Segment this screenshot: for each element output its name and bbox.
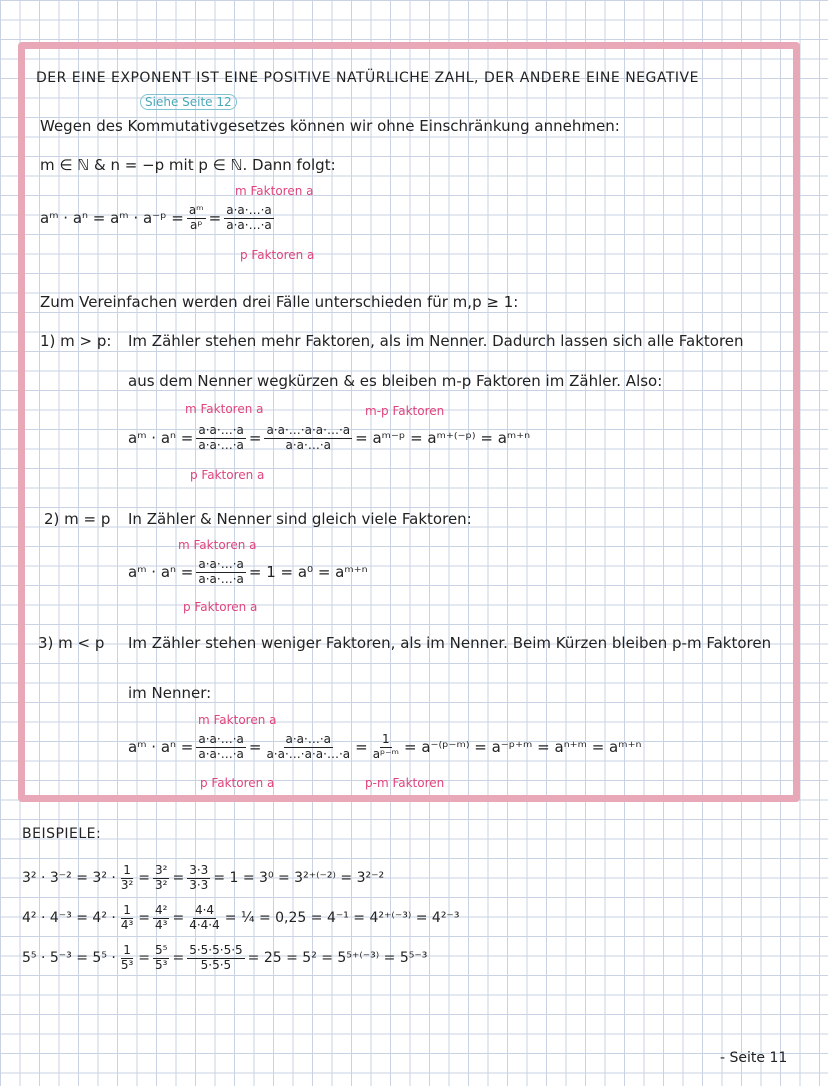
case3-label-m-factors: m Faktoren a: [198, 713, 277, 727]
intro-text: Wegen des Kommutativgesetzes können wir ohne Einschränkung annehmen:: [40, 117, 620, 135]
case2-equation: [128, 558, 371, 587]
reference-note: Siehe Seite 12: [140, 95, 237, 109]
example-2: 4² · 4⁻³ = 4² · $\frac{1}{\text{4³}}$ = $\frac{\text{4²}}{\text{4³}}$ = $\frac{4\cdot 4}{4\cdot 4\cdot 4}$ = ¼ = 0,25 = 4⁻¹ = 4²⁺⁽⁻³⁾ = 4²⁻³: [22, 903, 460, 932]
case2-label-m-factors: m Faktoren a: [178, 538, 257, 552]
case1-lhs: aᵐ · aⁿ =: [128, 429, 194, 448]
case3-text-line1: Im Zähler stehen weniger Faktoren, als im Nenner. Beim Kürzen bleiben p-m Faktoren: [128, 634, 772, 652]
case2-lhs: aᵐ · aⁿ =: [128, 563, 194, 582]
main-equation: [40, 204, 277, 233]
case3-rhs: = a⁻⁽ᵖ⁻ᵐ⁾ = a⁻ᵖ⁺ᵐ = aⁿ⁺ᵐ = aᵐ⁺ⁿ: [404, 738, 642, 757]
page-number: - Seite 11: [720, 1050, 788, 1066]
label-m-factors: m Faktoren a: [235, 184, 314, 198]
case3-fraction-3: $\frac{1}{\text{aᵖ⁻ᵐ}}$: [372, 732, 399, 761]
case3-lhs: aᵐ · aⁿ =: [128, 738, 194, 757]
example-3-fraction-1: $\frac{1}{\text{5³}}$: [120, 943, 134, 972]
cases-intro: Zum Vereinfachen werden drei Fälle unterschieden für m,p ≥ 1:: [40, 293, 519, 311]
example-3-lhs: 5⁵ · 5⁻³ = 5⁵ ·: [22, 949, 116, 966]
example-1-rhs: = 1 = 3⁰ = 3²⁺⁽⁻²⁾ = 3²⁻²: [213, 869, 385, 886]
case1-text-line2: aus dem Nenner wegkürzen & es bleiben m-p Faktoren im Zähler. Also:: [128, 372, 663, 390]
case3-label: 3) m < p: [38, 634, 105, 652]
main-eq-lhs: aᵐ · aⁿ = aᵐ · a⁻ᵖ =: [40, 209, 184, 228]
case1-fraction-1: $\frac{a\cdot a\cdot\dots\cdot a}{a\cdot a\cdot\dots\cdot a}$: [198, 423, 244, 452]
example-2-fraction-3: $\frac{4\cdot 4}{4\cdot 4\cdot 4}$: [189, 903, 220, 932]
case2-fraction: $\frac{a\cdot a\cdot\dots\cdot a}{a\cdot a\cdot\dots\cdot a}$: [198, 557, 244, 586]
assumption-text: m ∈ ℕ & n = −p mit p ∈ ℕ. Dann folgt:: [40, 156, 336, 174]
example-2-fraction-2: $\frac{\text{4²}}{\text{4³}}$: [155, 903, 168, 932]
example-2-rhs: = ¼ = 0,25 = 4⁻¹ = 4²⁺⁽⁻³⁾ = 4²⁻³: [224, 909, 460, 926]
case3-fraction-1: $\frac{a\cdot a\cdot\dots\cdot a}{a\cdot a\cdot\dots\cdot a}$: [198, 732, 244, 761]
case1-fraction-2: $\frac{a\cdot a\cdot\dots\cdot a\cdot a\cdot\dots\cdot a}{a\cdot a\cdot\dots\cdot a}$: [266, 423, 351, 452]
case1-label: 1) m > p:: [40, 332, 112, 350]
label-p-factors: p Faktoren a: [240, 248, 315, 262]
main-eq-fraction-2: $\frac{a\cdot a\cdot\dots\cdot a}{a\cdot a\cdot\dots\cdot a}$: [226, 203, 272, 232]
case1-rhs: = aᵐ⁻ᵖ = aᵐ⁺⁽⁻ᵖ⁾ = aᵐ⁺ⁿ: [355, 429, 531, 448]
case1-text-line1: Im Zähler stehen mehr Faktoren, als im Nenner. Dadurch lassen sich alle Faktoren: [128, 332, 744, 350]
example-1-lhs: 3² · 3⁻² = 3² ·: [22, 869, 116, 886]
examples-title: BEISPIELE:: [22, 826, 102, 842]
case2-text: In Zähler & Nenner sind gleich viele Faktoren:: [128, 510, 472, 528]
example-1-fraction-1: $\frac{1}{\text{3²}}$: [120, 863, 134, 892]
case2-rhs: = 1 = a⁰ = aᵐ⁺ⁿ: [248, 563, 368, 582]
example-2-fraction-1: $\frac{1}{\text{4³}}$: [120, 903, 134, 932]
example-3-fraction-2: $\frac{\text{5⁵}}{\text{5³}}$: [155, 943, 168, 972]
case1-label-mp-factors: m-p Faktoren: [365, 404, 445, 418]
case3-label-pm-factors: p-m Faktoren: [365, 776, 445, 790]
case3-text-line2: im Nenner:: [128, 684, 212, 702]
case1-label-m-factors: m Faktoren a: [185, 402, 264, 416]
example-3-rhs: = 25 = 5² = 5⁵⁺⁽⁻³⁾ = 5⁵⁻³: [247, 949, 428, 966]
case1-equation: [128, 424, 533, 453]
case3-fraction-2: $\frac{a\cdot a\cdot\dots\cdot a}{a\cdot a\cdot\dots\cdot a\cdot a\cdot\dots\cdot a}$: [266, 732, 351, 761]
case3-equals-2: =: [355, 738, 368, 757]
example-3-fraction-3: $\frac{5\cdot 5\cdot 5\cdot 5\cdot 5}{5\cdot 5\cdot 5}$: [189, 943, 243, 972]
example-1: 3² · 3⁻² = 3² · $\frac{1}{\text{3²}}$ = $\frac{\text{3²}}{\text{3²}}$ = $\frac{3\cdot 3}{3\cdot 3}$ = 1 = 3⁰ = 3²⁺⁽⁻²⁾ = 3²⁻²: [22, 863, 385, 892]
case1-equals: =: [248, 429, 262, 448]
example-2-lhs: 4² · 4⁻³ = 4² ·: [22, 909, 116, 926]
case3-label-p-factors: p Faktoren a: [200, 776, 275, 790]
case2-label-p-factors: p Faktoren a: [183, 600, 258, 614]
example-3: 5⁵ · 5⁻³ = 5⁵ · $\frac{1}{\text{5³}}$ = $\frac{\text{5⁵}}{\text{5³}}$ = $\frac{5\cdot 5\cdot 5\cdot 5\cdot 5}{5\cdot 5\cdot 5}$ = 25 = 5² = 5⁵⁺⁽⁻³⁾ = 5⁵⁻³: [22, 943, 428, 972]
example-1-fraction-2: $\frac{\text{3²}}{\text{3²}}$: [155, 863, 168, 892]
main-eq-fraction-1: $\frac{\text{aᵐ}}{\text{aᵖ}}$: [188, 203, 204, 232]
case3-equation: [128, 733, 644, 762]
main-eq-equals: =: [208, 209, 222, 228]
section-heading: DER EINE EXPONENT IST EINE POSITIVE NATÜRLICHE ZAHL, DER ANDERE EINE NEGATIVE: [36, 70, 699, 86]
case2-label: 2) m = p: [44, 510, 111, 528]
case3-equals-1: =: [248, 738, 262, 757]
example-1-fraction-3: $\frac{3\cdot 3}{3\cdot 3}$: [189, 863, 209, 892]
case1-label-p-factors: p Faktoren a: [190, 468, 265, 482]
